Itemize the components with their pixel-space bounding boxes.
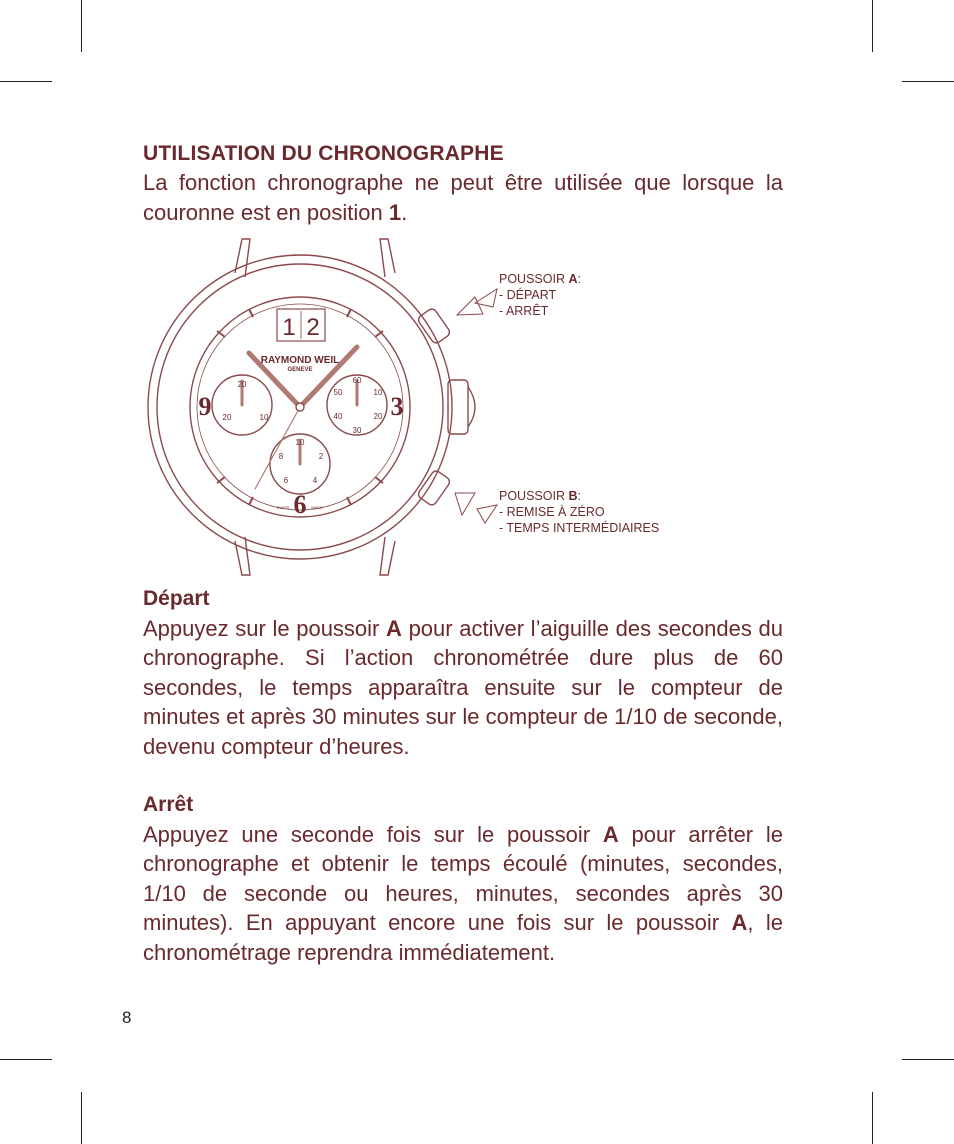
- pusher-b-item: - TEMPS INTERMÉDIAIRES: [499, 521, 660, 535]
- lug-bottom-right: [380, 537, 395, 575]
- page-number: 8: [122, 1008, 132, 1027]
- crop-mark: [81, 1092, 82, 1144]
- crop-mark: [0, 81, 52, 82]
- pusher-a-item: - DÉPART: [499, 288, 557, 302]
- watch-illustration: [145, 237, 705, 577]
- pusher-a-item: - ARRÊT: [499, 304, 549, 318]
- right-subdial-label: 50: [333, 388, 343, 397]
- swiss-text: SWISS: [276, 505, 290, 510]
- crop-mark: [872, 0, 873, 52]
- page-title: UTILISATION DU CHRONOGRAPHE: [143, 142, 504, 165]
- date-digit-1: 1: [282, 314, 296, 341]
- date-digit-2: 2: [306, 314, 320, 341]
- right-subdial-label: 10: [373, 388, 383, 397]
- city-text: GENEVE: [287, 367, 313, 373]
- depart-paragraph: Appuyez sur le poussoir A pour activer l’aiguille des secondes du chronographe. Si l’action chronométrée dure plus de 60 secondes, le temps apparaîtra ensuite sur le compteur de minutes et après 30 minutes sur le compteur de 1/10 de seconde, devenu compteur d’heures.: [143, 615, 783, 759]
- left-subdial-label: 20: [222, 413, 232, 422]
- numeral-9: 9: [198, 392, 212, 421]
- pusher-b-item: - REMISE À ZÉRO: [499, 505, 605, 519]
- crop-mark: [902, 81, 954, 82]
- pusher-b-callout: [499, 488, 659, 536]
- brand-text: RAYMOND WEIL: [260, 355, 340, 366]
- crown-position: 1: [388, 199, 402, 225]
- intro-section: [143, 140, 783, 227]
- bottom-subdial-label: 10: [295, 438, 305, 447]
- intro-text: La fonction chronographe ne peut être utilisée que lorsque la couronne est en position: [143, 170, 783, 225]
- right-subdial-label: 20: [373, 412, 383, 421]
- right-subdial-label: 30: [352, 426, 362, 435]
- pusher-b-label: POUSSOIR B:: [499, 489, 581, 503]
- made-text: MADE: [311, 505, 323, 510]
- numeral-3: 3: [390, 392, 404, 421]
- numeral-6: 6: [293, 490, 307, 519]
- intro-end: .: [401, 199, 408, 225]
- left-subdial-label: 10: [259, 413, 269, 422]
- depart-section: [143, 584, 783, 761]
- crop-mark: [902, 1059, 954, 1060]
- left-subdial-label: 20: [237, 380, 247, 389]
- right-subdial-label: 40: [333, 412, 343, 421]
- arret-section: [143, 790, 783, 967]
- depart-heading: Départ: [143, 587, 210, 610]
- crop-mark: [872, 1092, 873, 1144]
- arret-paragraph: Appuyez une seconde fois sur le poussoir A pour arrêter le chronographe et obtenir le temps écoulé (minutes, secondes, 1/10 de seconde ou heures, minutes, secondes après 30 minutes). En appuyant encore une fois sur le poussoir A, le chronométrage reprendra immédiatement.: [143, 821, 784, 965]
- crop-mark: [81, 0, 82, 52]
- lug-bottom-left: [235, 537, 250, 575]
- bottom-subdial-label: 2: [318, 452, 324, 461]
- crop-mark: [0, 1059, 52, 1060]
- bottom-subdial-label: 4: [312, 476, 318, 485]
- lug-top-right: [380, 239, 395, 277]
- right-subdial-label: 60: [352, 376, 362, 385]
- bottom-subdial-label: 8: [278, 452, 284, 461]
- pusher-a-callout: [499, 271, 581, 319]
- bottom-subdial-label: 6: [283, 476, 289, 485]
- pusher-a-label: POUSSOIR A:: [499, 272, 581, 286]
- pusher-a-drawing: [417, 307, 452, 345]
- arret-heading: Arrêt: [143, 793, 194, 816]
- callout-arrows: [455, 289, 497, 523]
- lug-top-left: [235, 239, 250, 277]
- intro-paragraph: [143, 168, 783, 227]
- pusher-b-drawing: [417, 469, 452, 507]
